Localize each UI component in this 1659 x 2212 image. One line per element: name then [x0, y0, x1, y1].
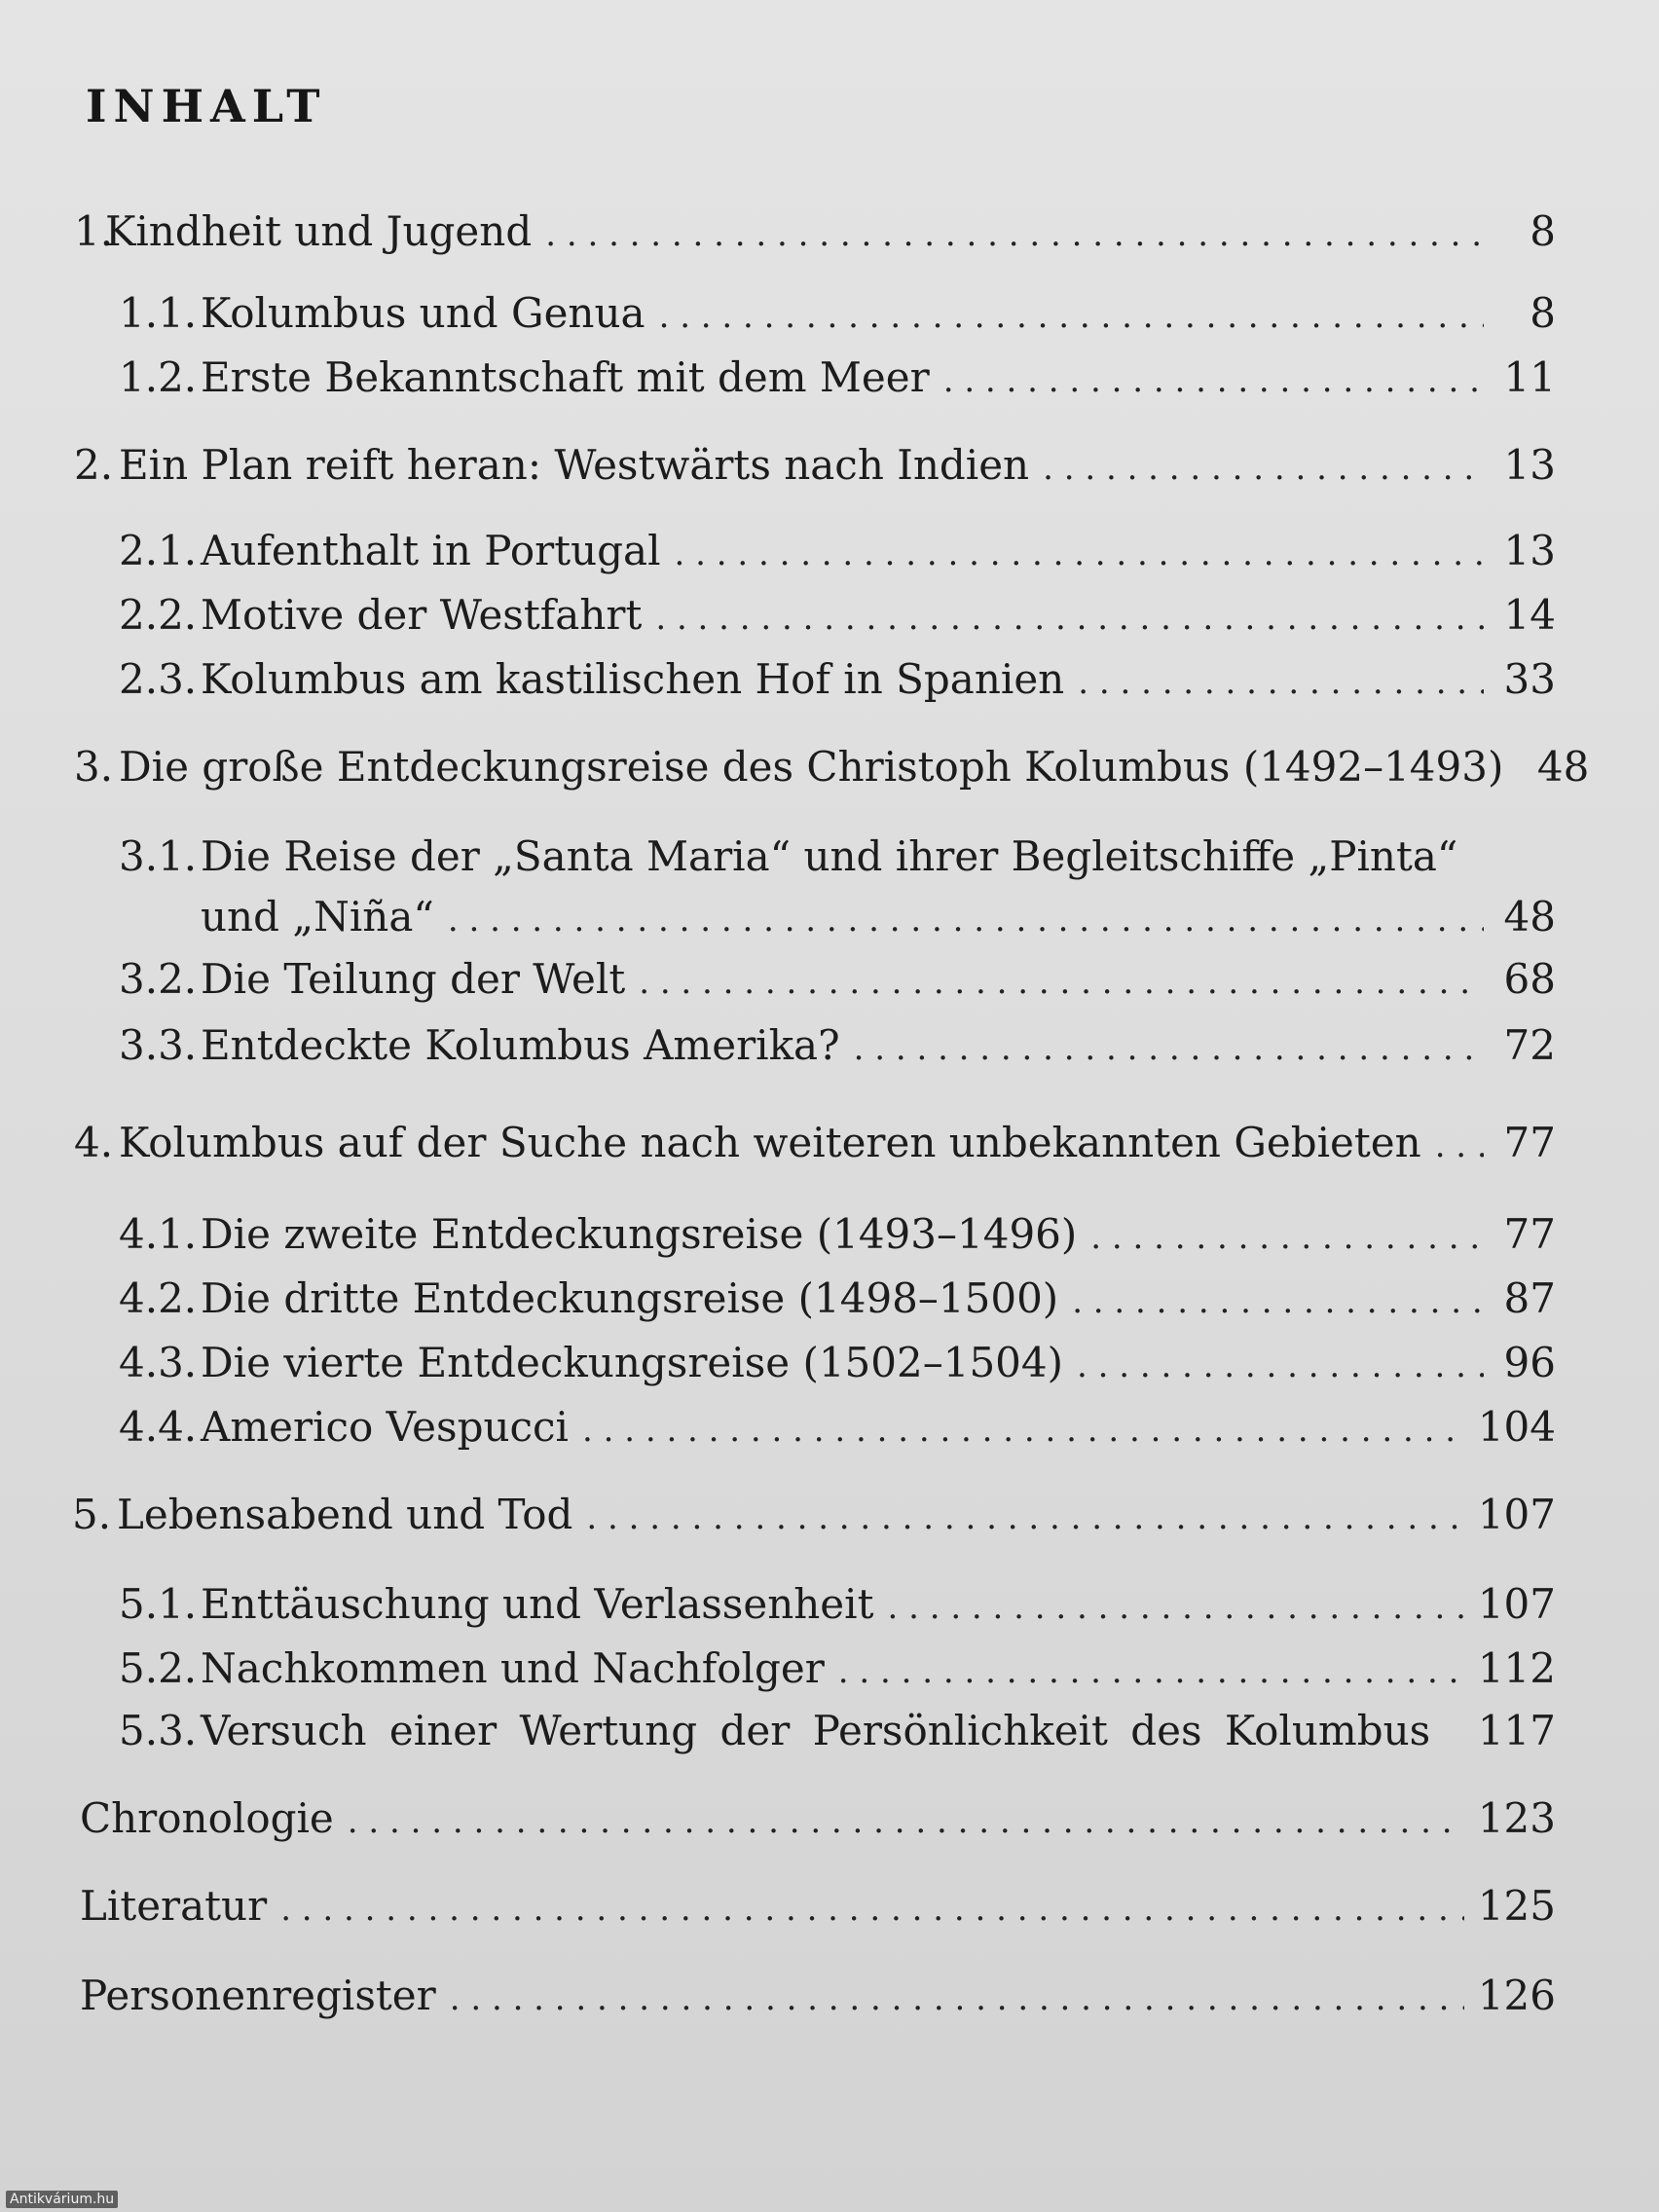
dot-leader [1435, 1117, 1484, 1175]
entry-page: 87 [1503, 1274, 1556, 1322]
toc-entry-personenregister [80, 1967, 1556, 2025]
entry-page: 107 [1477, 1491, 1556, 1538]
toc-entry-5-3 [119, 1702, 1556, 1760]
dot-leader [655, 589, 1484, 647]
entry-page: 48 [1536, 743, 1590, 791]
entry-title: Entdeckte Kolumbus Amerika? [201, 1021, 840, 1069]
entry-page: 125 [1477, 1882, 1556, 1930]
entry-number: 1.1. [119, 289, 198, 337]
entry-title: Ein Plan reift heran: Westwärts nach Indien [119, 441, 1030, 489]
entry-page: 126 [1477, 1972, 1556, 2019]
dot-leader [348, 1792, 1464, 1851]
entry-number: 2.3. [119, 655, 198, 703]
entry-number: 5. [72, 1491, 112, 1538]
entry-page: 72 [1503, 1021, 1556, 1069]
entry-title: Die dritte Entdeckungsreise (1498–1500) [201, 1274, 1059, 1322]
entry-page: 14 [1503, 591, 1556, 639]
entry-page: 13 [1503, 441, 1556, 489]
dot-leader [675, 525, 1485, 583]
toc-entry-4-2 [119, 1270, 1556, 1328]
entry-number: 4. [74, 1119, 114, 1166]
toc-entry-chronologie [80, 1789, 1556, 1848]
entry-number: 3.1. [119, 832, 198, 880]
toc-entry-4-4 [119, 1398, 1556, 1456]
entry-number: 4.3. [119, 1339, 198, 1386]
dot-leader [1072, 1272, 1484, 1331]
entry-page: 104 [1477, 1403, 1556, 1451]
entry-title: Die Reise der „Santa Maria“ und ihrer Begleitschiffe „Pinta“ [201, 832, 1458, 880]
entry-number: 5.2. [119, 1644, 198, 1692]
dot-leader [659, 287, 1484, 346]
dot-leader [1090, 1208, 1484, 1267]
dot-leader [582, 1401, 1464, 1459]
watermark-label: Antikvárium.hu [6, 2191, 118, 2208]
entry-title: Motive der Westfahrt [201, 591, 643, 639]
entry-number: 5.3. [119, 1707, 198, 1754]
dot-leader [1078, 653, 1484, 712]
entry-page: 123 [1477, 1794, 1556, 1842]
toc-entry-chapter-4 [74, 1114, 1556, 1172]
entry-page: 117 [1477, 1707, 1556, 1754]
toc-entry-2-2 [119, 586, 1556, 645]
entry-number: 2. [74, 441, 114, 489]
entry-page: 8 [1530, 207, 1556, 255]
toc-entry-5-2 [119, 1640, 1556, 1698]
entry-number: 3.2. [119, 955, 198, 1003]
entry-title: Literatur [80, 1882, 268, 1930]
entry-title: und „Niña“ [201, 893, 434, 940]
toc-entry-3-2 [119, 950, 1556, 1009]
entry-page: 8 [1530, 289, 1556, 337]
dot-leader [280, 1880, 1464, 1938]
toc-entry-chapter-1 [74, 203, 1556, 261]
entry-page: 13 [1503, 527, 1556, 574]
entry-page: 68 [1503, 955, 1556, 1003]
dot-leader [448, 891, 1484, 949]
entry-page: 112 [1477, 1644, 1556, 1692]
entry-title: Enttäuschung und Verlassenheit [201, 1580, 874, 1628]
entry-number: 4.4. [119, 1403, 198, 1451]
dot-leader [639, 953, 1484, 1012]
entry-number: 4.1. [119, 1210, 198, 1258]
entry-page: 33 [1503, 655, 1556, 703]
entry-title: Kolumbus und Genua [201, 289, 645, 337]
toc-entry-3-1 [119, 828, 1556, 886]
entry-title: Aufenthalt in Portugal [201, 527, 661, 574]
entry-number: 1. [74, 207, 114, 255]
entry-title: Die große Entdeckungsreise des Christoph Kolumbus (1492–1493) [119, 743, 1504, 791]
entry-page: 48 [1503, 893, 1556, 940]
dot-leader [545, 205, 1484, 264]
entry-page: 77 [1503, 1210, 1556, 1258]
entry-title: Kolumbus auf der Suche nach weiteren unbekannten Gebieten [119, 1119, 1421, 1166]
entry-number: 4.2. [119, 1274, 198, 1322]
dot-leader [887, 1578, 1463, 1637]
entry-page: 107 [1477, 1580, 1556, 1628]
toc-entry-1-2 [119, 349, 1556, 407]
entry-page: 96 [1503, 1339, 1556, 1386]
toc-entry-chapter-2 [74, 436, 1556, 495]
toc-entry-chapter-5 [72, 1486, 1556, 1544]
entry-title: Erste Bekanntschaft mit dem Meer [201, 353, 930, 401]
toc-entry-chapter-3 [74, 738, 1590, 796]
toc-entry-5-1 [119, 1575, 1556, 1634]
toc-entry-literatur [80, 1877, 1556, 1936]
entry-title: Lebensabend und Tod [117, 1491, 573, 1538]
toc-entry-3-1-continued [201, 888, 1556, 946]
toc-entry-1-1 [119, 284, 1556, 343]
entry-number: 1.2. [119, 353, 198, 401]
entry-title: Chronologie [80, 1794, 334, 1842]
entry-number: 3.3. [119, 1021, 198, 1069]
entry-number: 3. [74, 743, 114, 791]
entry-number: 2.2. [119, 591, 198, 639]
toc-entry-2-1 [119, 522, 1556, 580]
entry-title: Americo Vespucci [201, 1403, 569, 1451]
entry-page: 11 [1503, 353, 1556, 401]
entry-number: 2.1. [119, 527, 198, 574]
toc-entry-4-3 [119, 1334, 1556, 1392]
entry-number: 5.1. [119, 1580, 198, 1628]
dot-leader [586, 1489, 1463, 1547]
entry-title: Kolumbus am kastilischen Hof in Spanien [201, 655, 1065, 703]
toc-entry-2-3 [119, 650, 1556, 709]
entry-title: Personenregister [80, 1972, 436, 2019]
dot-leader [838, 1642, 1464, 1701]
entry-title: Versuch einer Wertung der Persönlichkeit des Kolumbus [201, 1707, 1431, 1754]
dot-leader [854, 1019, 1484, 1078]
entry-title: Kindheit und Jugend [105, 207, 533, 255]
dot-leader [450, 1970, 1464, 2028]
page-title: INHALT [86, 80, 327, 132]
dot-leader [1043, 439, 1484, 498]
entry-title: Die zweite Entdeckungsreise (1493–1496) [201, 1210, 1078, 1258]
toc-entry-3-3 [119, 1016, 1556, 1075]
entry-title: Nachkommen und Nachfolger [201, 1644, 825, 1692]
entry-title: Die vierte Entdeckungsreise (1502–1504) [201, 1339, 1063, 1386]
dot-leader [943, 351, 1484, 410]
entry-title: Die Teilung der Welt [201, 955, 626, 1003]
toc-entry-4-1 [119, 1205, 1556, 1264]
dot-leader [1077, 1337, 1484, 1395]
entry-page: 77 [1503, 1119, 1556, 1166]
